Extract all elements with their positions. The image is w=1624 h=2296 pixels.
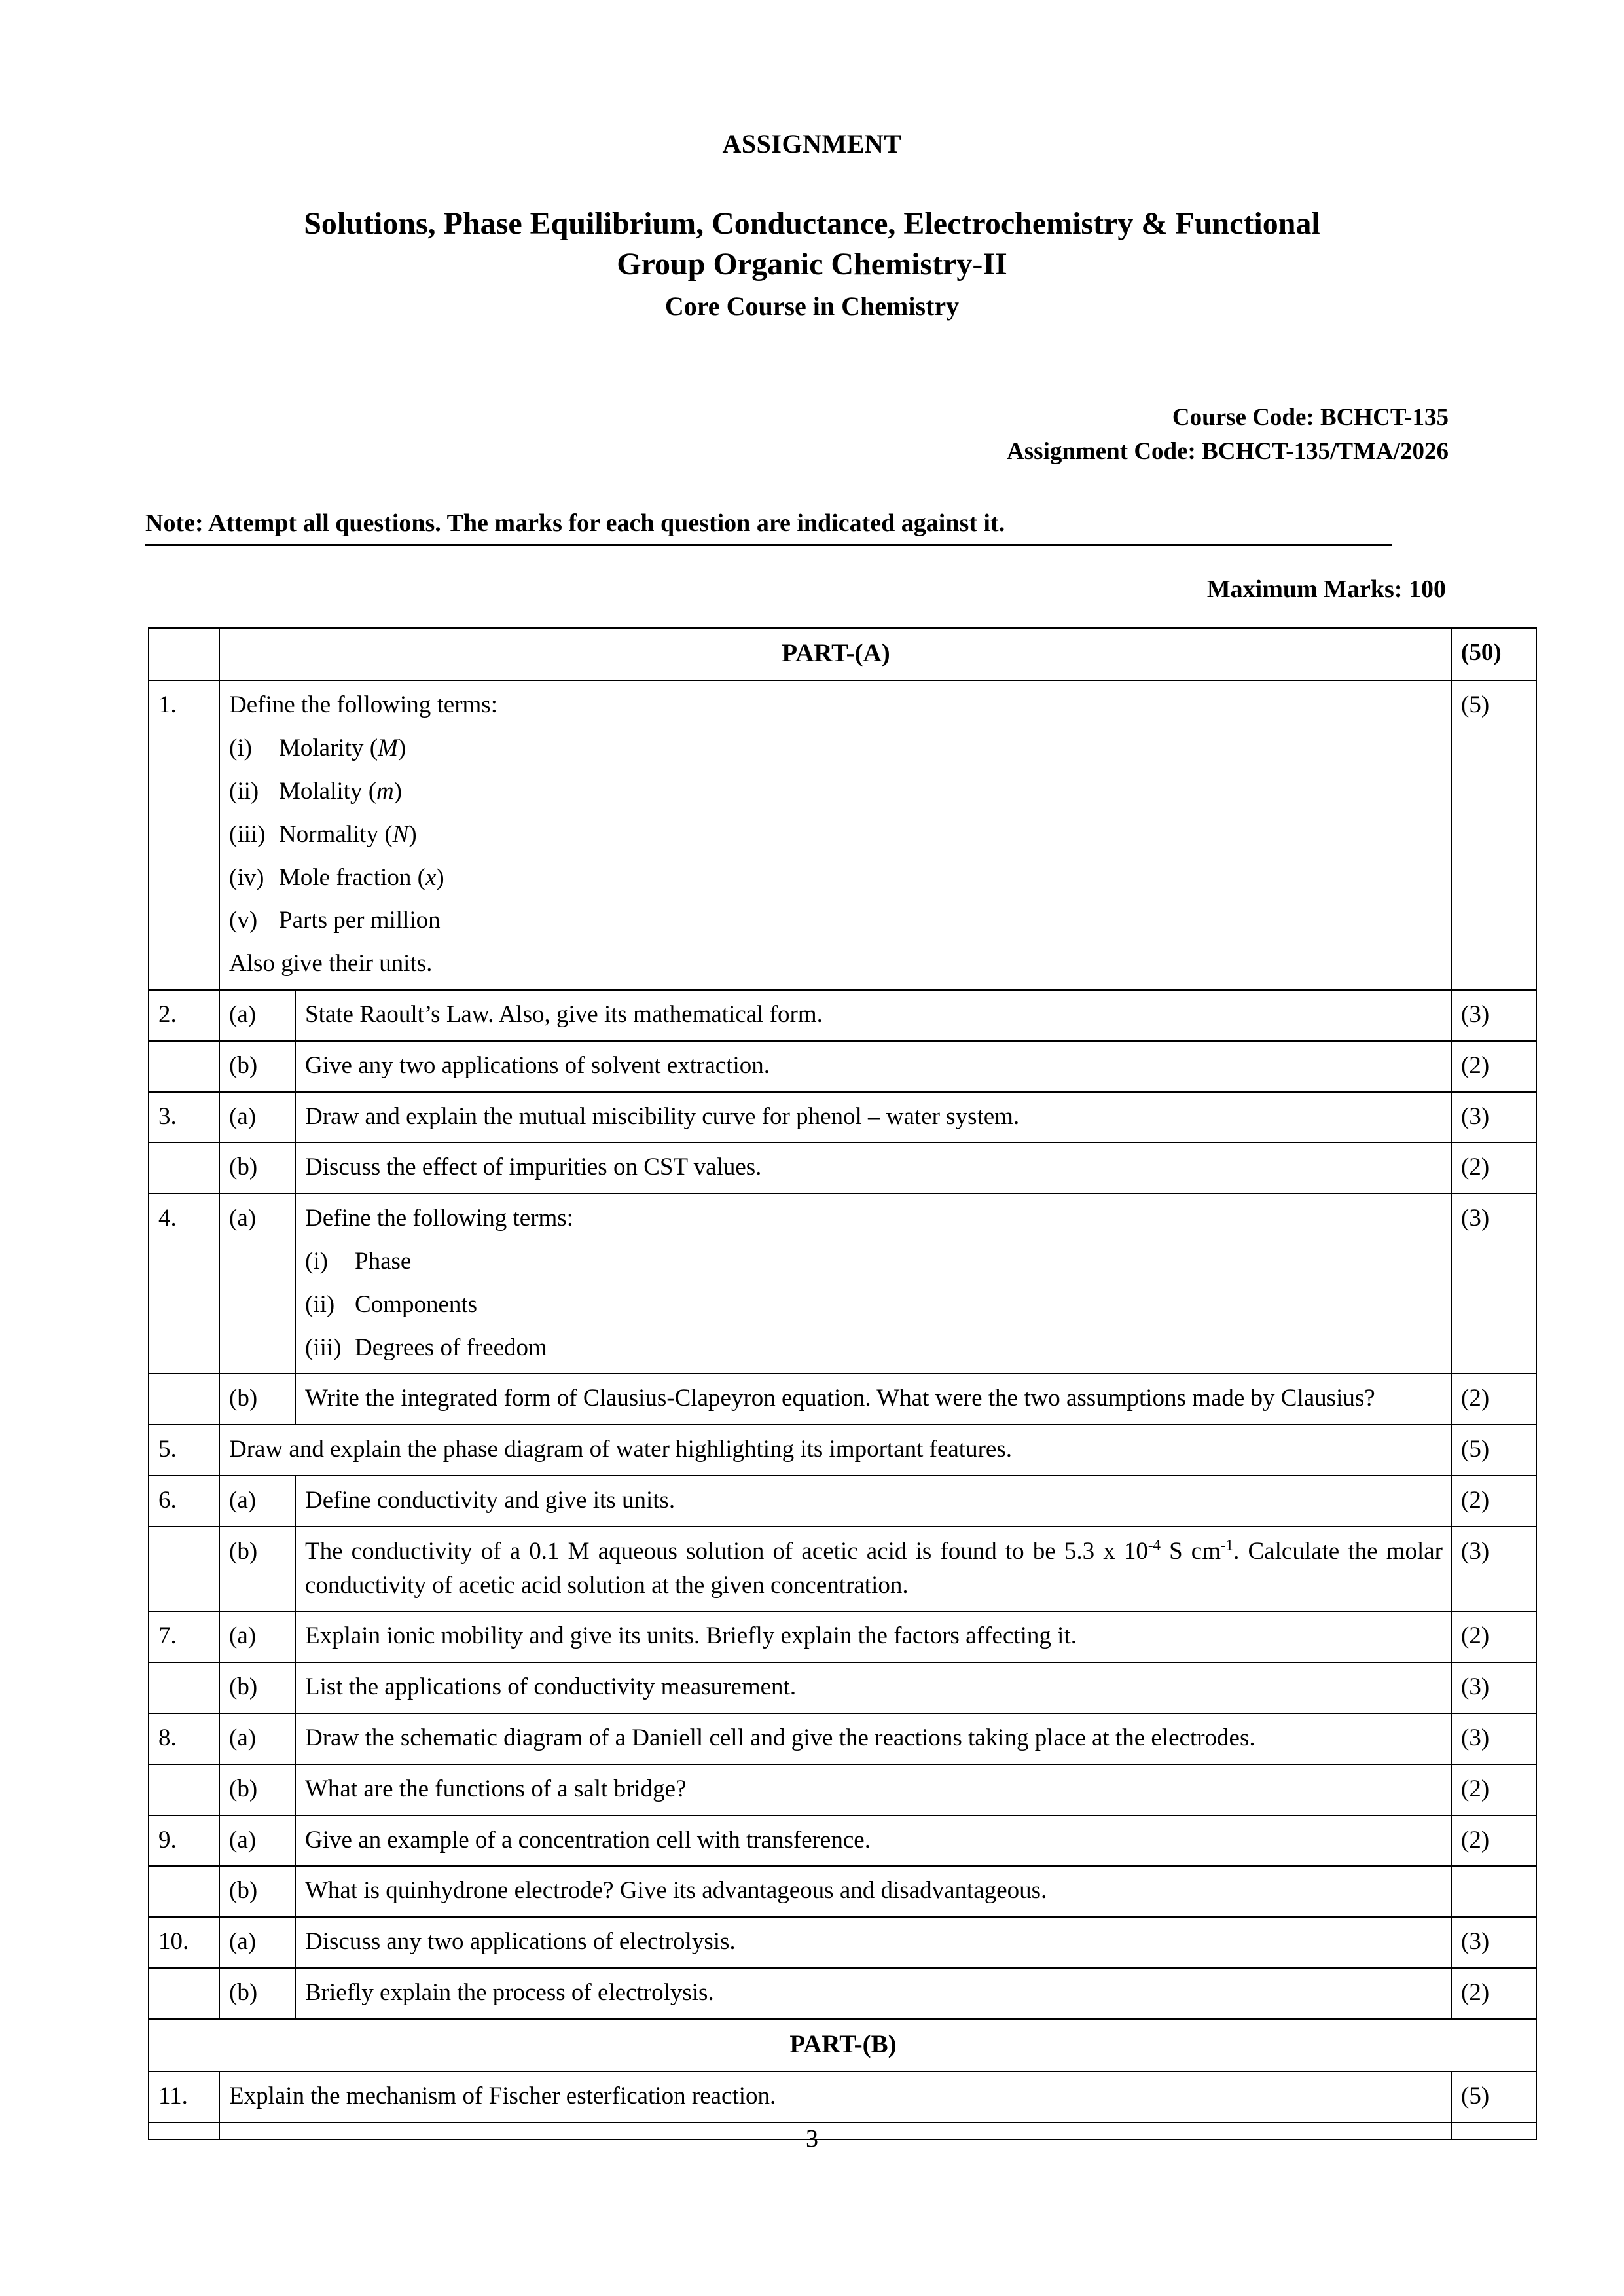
q7a-text: Explain ionic mobility and give its units. Briefly explain the factors affecting it.: [295, 1611, 1451, 1662]
q9b-sub: (b): [219, 1866, 295, 1917]
q1-item-3-text: Mole fraction (: [279, 864, 425, 891]
table-row: [149, 1425, 1536, 1476]
q7a-sub: (a): [219, 1611, 295, 1662]
q9b-marks: [1451, 1866, 1536, 1917]
table-row: [149, 1194, 1536, 1374]
questions-table-wrap: [0, 627, 1624, 2140]
part-b-label: PART-(B): [149, 2019, 1536, 2072]
table-row: [149, 990, 1536, 1041]
table-row: [149, 1764, 1536, 1815]
list-item: [229, 903, 1443, 938]
q2a-sub: (a): [219, 990, 295, 1041]
course-title-line-2: Group Organic Chemistry-II: [617, 247, 1007, 282]
q1-sublist: [229, 731, 1443, 938]
q3b-number: [149, 1142, 219, 1194]
q11-number: 11.: [149, 2071, 219, 2123]
q4b-sub: (b): [219, 1374, 295, 1425]
q10b-sub: (b): [219, 1968, 295, 2019]
q1-body: [219, 680, 1451, 990]
q8a-text: Draw the schematic diagram of a Daniell cell and give the reactions taking place at the electrodes.: [295, 1713, 1451, 1764]
q1-item-4-label: (v): [229, 907, 258, 934]
q7a-marks: (2): [1451, 1611, 1536, 1662]
part-a-num-cell: [149, 628, 219, 681]
q2b-number: [149, 1041, 219, 1092]
q8-number: 8.: [149, 1713, 219, 1764]
q4a-item-1-text: Components: [355, 1290, 478, 1318]
q4a-marks: (3): [1451, 1194, 1536, 1374]
q1-item-3-label: (iv): [229, 864, 264, 891]
course-code: Course Code: BCHCT-135: [1172, 403, 1449, 431]
q10a-text: Discuss any two applications of electrolysis.: [295, 1917, 1451, 1968]
q4a-intro: Define the following terms:: [305, 1205, 573, 1232]
q10a-sub: (a): [219, 1917, 295, 1968]
page-number: 3: [806, 2125, 818, 2153]
course-code-block: [0, 401, 1624, 469]
q1-closing: Also give their units.: [229, 950, 433, 977]
q5-marks: (5): [1451, 1425, 1536, 1476]
q4b-text: Write the integrated form of Clausius-Clapeyron equation. What were the two assumptions made by Clausius?: [295, 1374, 1451, 1425]
table-row: [149, 1917, 1536, 1968]
list-item: [305, 1245, 1443, 1279]
q6b-exponent-1: -4: [1147, 1537, 1161, 1554]
table-row: [149, 1968, 1536, 2019]
part-a-marks: (50): [1451, 628, 1536, 681]
q9a-text: Give an example of a concentration cell with transference.: [295, 1815, 1451, 1867]
q10a-marks: (3): [1451, 1917, 1536, 1968]
q6a-marks: (2): [1451, 1476, 1536, 1527]
q3-number: 3.: [149, 1092, 219, 1143]
q7b-number: [149, 1662, 219, 1713]
q10-number: 10.: [149, 1917, 219, 1968]
q6-number: 6.: [149, 1476, 219, 1527]
q3b-marks: (2): [1451, 1142, 1536, 1194]
q4b-marks: (2): [1451, 1374, 1536, 1425]
q8a-marks: (3): [1451, 1713, 1536, 1764]
q1-item-1-label: (ii): [229, 778, 259, 805]
q9-number: 9.: [149, 1815, 219, 1867]
note-text: Note: Attempt all questions. The marks for each question are indicated against it.: [145, 509, 1392, 546]
q7b-text: List the applications of conductivity measurement.: [295, 1662, 1451, 1713]
table-row: [149, 1815, 1536, 1867]
q10b-number: [149, 1968, 219, 2019]
q1-item-2-symbol: N: [392, 820, 409, 848]
q1-item-2-close: ): [408, 820, 417, 848]
q5-number: 5.: [149, 1425, 219, 1476]
q4a-body: [295, 1194, 1451, 1374]
q7-number: 7.: [149, 1611, 219, 1662]
q6b-text: [295, 1527, 1451, 1612]
q5-text: Draw and explain the phase diagram of water highlighting its important features.: [219, 1425, 1451, 1476]
table-row: [149, 1662, 1536, 1713]
course-title: [0, 204, 1624, 285]
q6a-text: Define conductivity and give its units.: [295, 1476, 1451, 1527]
q6b-number: [149, 1527, 219, 1612]
q3a-sub: (a): [219, 1092, 295, 1143]
table-row: [149, 1092, 1536, 1143]
q1-item-4-text: Parts per million: [279, 907, 441, 934]
q1-item-0-text: Molarity (: [279, 735, 378, 762]
table-row: [149, 1041, 1536, 1092]
table-row: [149, 2071, 1536, 2123]
q1-item-1-symbol: m: [376, 778, 394, 805]
list-item: [305, 1331, 1443, 1365]
q9b-number: [149, 1866, 219, 1917]
q6a-sub: (a): [219, 1476, 295, 1527]
q7b-marks: (3): [1451, 1662, 1536, 1713]
q1-item-3-close: ): [436, 864, 444, 891]
table-row: [149, 1527, 1536, 1612]
table-row: [149, 1713, 1536, 1764]
q6b-sub: (b): [219, 1527, 295, 1612]
questions-table: [148, 627, 1537, 2140]
course-subtitle: Core Course in Chemistry: [664, 291, 960, 321]
assignment-label: ASSIGNMENT: [722, 129, 902, 158]
q2b-text: Give any two applications of solvent extraction.: [295, 1041, 1451, 1092]
q2b-sub: (b): [219, 1041, 295, 1092]
q11-text: Explain the mechanism of Fischer esterfication reaction.: [219, 2071, 1451, 2123]
q9a-marks: (2): [1451, 1815, 1536, 1867]
q1-number: 1.: [149, 680, 219, 990]
q1-item-2-label: (iii): [229, 820, 266, 848]
q4a-item-0-label: (i): [305, 1248, 328, 1275]
q1-item-1-close: ): [393, 778, 403, 805]
q4a-item-2-text: Degrees of freedom: [355, 1334, 547, 1361]
q6b-text-part2: S cm: [1160, 1537, 1221, 1565]
q2a-marks: (3): [1451, 990, 1536, 1041]
q6b-exponent-2: -1: [1221, 1537, 1234, 1554]
q1-item-0-close: ): [397, 735, 406, 762]
q2-number: 2.: [149, 990, 219, 1041]
q8a-sub: (a): [219, 1713, 295, 1764]
list-item: [229, 861, 1443, 895]
document-header: [0, 0, 1624, 604]
q8b-text: What are the functions of a salt bridge?: [295, 1764, 1451, 1815]
list-item: [305, 1288, 1443, 1322]
q2b-marks: (2): [1451, 1041, 1536, 1092]
q4-number: 4.: [149, 1194, 219, 1374]
q1-marks: (5): [1451, 680, 1536, 990]
q7b-sub: (b): [219, 1662, 295, 1713]
q6b-text-part1: The conductivity of a 0.1 M aqueous solution of acetic acid is found to be 5.3 x 10: [305, 1537, 1148, 1565]
table-row: [149, 1866, 1536, 1917]
q1-item-2-text: Normality (: [279, 820, 393, 848]
q1-item-0-label: (i): [229, 735, 252, 762]
table-row: [149, 680, 1536, 990]
q8b-sub: (b): [219, 1764, 295, 1815]
list-item: [229, 731, 1443, 765]
q10b-marks: (2): [1451, 1968, 1536, 2019]
maximum-marks: Maximum Marks: 100: [1206, 575, 1446, 603]
q3a-text: Draw and explain the mutual miscibility curve for phenol – water system.: [295, 1092, 1451, 1143]
q1-item-0-symbol: M: [378, 735, 398, 762]
list-item: [229, 774, 1443, 809]
q8b-number: [149, 1764, 219, 1815]
q4a-item-2-label: (iii): [305, 1334, 342, 1361]
q9b-text: What is quinhydrone electrode? Give its advantageous and disadvantageous.: [295, 1866, 1451, 1917]
q6b-text-part3: . Calculate the molar conductivity of acetic acid solution at the given concentration.: [305, 1537, 1443, 1599]
assignment-code: Assignment Code: BCHCT-135/TMA/2026: [1007, 438, 1449, 465]
q6b-marks: (3): [1451, 1527, 1536, 1612]
q10b-text: Briefly explain the process of electrolysis.: [295, 1968, 1451, 2019]
q4a-item-1-label: (ii): [305, 1290, 335, 1318]
q9a-sub: (a): [219, 1815, 295, 1867]
q4a-sublist: [305, 1245, 1443, 1364]
list-item: [229, 818, 1443, 852]
q2a-text: State Raoult’s Law. Also, give its mathematical form.: [295, 990, 1451, 1041]
table-row: [149, 1611, 1536, 1662]
q3a-marks: (3): [1451, 1092, 1536, 1143]
q4a-item-0-text: Phase: [355, 1248, 412, 1275]
table-row: [149, 1142, 1536, 1194]
q11-marks: (5): [1451, 2071, 1536, 2123]
q4b-number: [149, 1374, 219, 1425]
table-row: [149, 1476, 1536, 1527]
q4a-sub: (a): [219, 1194, 295, 1374]
q1-item-3-symbol: x: [425, 864, 437, 891]
table-row: [149, 628, 1536, 681]
table-row: [149, 2019, 1536, 2072]
course-title-line-1: Solutions, Phase Equilibrium, Conductance, Electrochemistry & Functional: [304, 206, 1320, 241]
table-row: [149, 1374, 1536, 1425]
q8b-marks: (2): [1451, 1764, 1536, 1815]
part-a-label: PART-(A): [219, 628, 1451, 681]
q1-item-1-text: Molality (: [279, 778, 377, 805]
q1-intro: Define the following terms:: [229, 691, 497, 719]
q3b-sub: (b): [219, 1142, 295, 1194]
q3b-text: Discuss the effect of impurities on CST values.: [295, 1142, 1451, 1194]
